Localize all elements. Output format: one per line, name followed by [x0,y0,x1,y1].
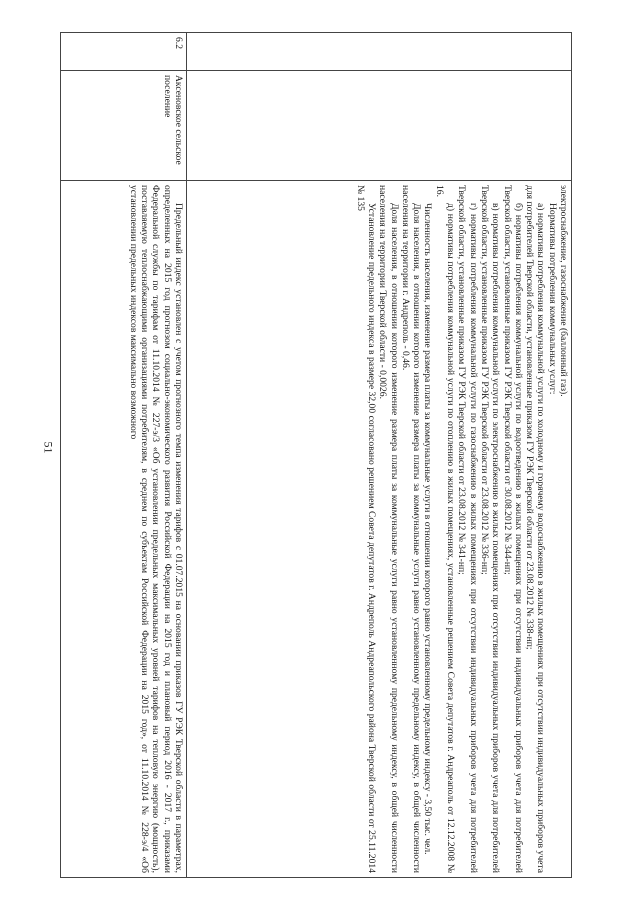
description-cell [187,181,572,878]
paragraph: Доля населения, в отношении которого изменение размера платы за коммунальные услуги равно установленному предельному индексу, в общей численности населения на территории Тверской области - 0,0026. [377,185,400,873]
paragraph: Доля населения, в отношении которого изменение размера платы за коммунальные услуги равно установленному предельному индексу, в общей численности населения на территории г. Андреполь - 0,46. [399,185,423,873]
paragraph: в) нормативы потребления коммунальной услуги по электроснабжению в жилых помещениях при отсутствии индивидуальных приборов учета для потребителей Тверской области, установленные приказом ГУ РЭК Тверской области от 23.08.2012 № 336-нп; [478,185,502,873]
paragraph: г) нормативы потребления коммунальной услуги по газоснабжению в жилых помещениях при отсутствии индивидуальных приборов учета для потребителей Тверской области, установленные приказом ГУ РЭК Тверской области от 23.08.2012 № 341-нп; [456,185,479,873]
paragraph: д) нормативы потребления коммунальной услуги по отоплению в жилых помещениях, установленные решением Совета депутатов г. Андреаполь от 12.12.2008 № 16. [433,185,457,873]
row-number-cell [187,33,572,71]
table-row [61,33,187,878]
row-number-cell: 6.2 [61,33,187,71]
description-cell [61,181,187,878]
paragraph: Нормативы потребления коммунальных услуг: [546,203,558,395]
table-row [187,33,572,878]
municipality-cell: Аксеновское сельское поселение [61,71,187,181]
paragraph: а) нормативы потребления коммунальной услуги по холодному и горячему водоснабжению в жилых помещениях при отсутствии индивидуальных приборов учета для потребителей Тверской области, установленные приказом ГУ РЭК Тверской области от 23.08.2012 № 338-нп; [524,185,547,873]
rotated-inner [60,32,572,878]
paragraph: б) нормативы потребления коммунальной услуги по водоотведению в жилых помещениях при отсутствии индивидуальных приборов учета для потребителей Тверской области, установленные приказом ГУ РЭК Тверской области от 30.08.2012 № 344-нп; [501,185,524,873]
rotated-content [60,32,572,878]
tariff-table [60,32,572,878]
page-number: 51 [41,441,56,454]
paragraph: электроснабжение, газоснабжение (баллонный газ). [558,185,569,397]
municipality-cell [187,71,572,181]
paragraph: Численность населения, изменение размера платы за коммунальные услуги в отношении которого равно установленному предельному индексу - 3,50 тыс. чел. [422,203,434,855]
paragraph: Предельный индекс установлен с учетом прогнозного темпа изменения тарифов с 01.07.2015 на основании приказов ГУ РЭК Тверской области в параметрах, определенных на 2015 год прогнозом социально-экономического развития Российской Федерации на 2015 год и плановый период 2016 - 2017 г., приказами Федеральной службы по тарифам от 11.10.2014 № 227-э/3 «Об установлении предельных максимальных уровней тарифов на тепловую энергию (мощность), поставляемую теплоснабжающими организациями потребителям, в среднем по субъектам Российской Федерации на 2015 год», от 11.10.2014 № 228-э/4 «Об установлении предельных индексов максимально возможного [127,185,184,873]
paragraph: Установление предельного индекса в размере 32,00 согласовано решением Совета депутатов г. Андреполь Андреапольского района Тверской области от 25.11.2014 № 135 [354,185,377,873]
